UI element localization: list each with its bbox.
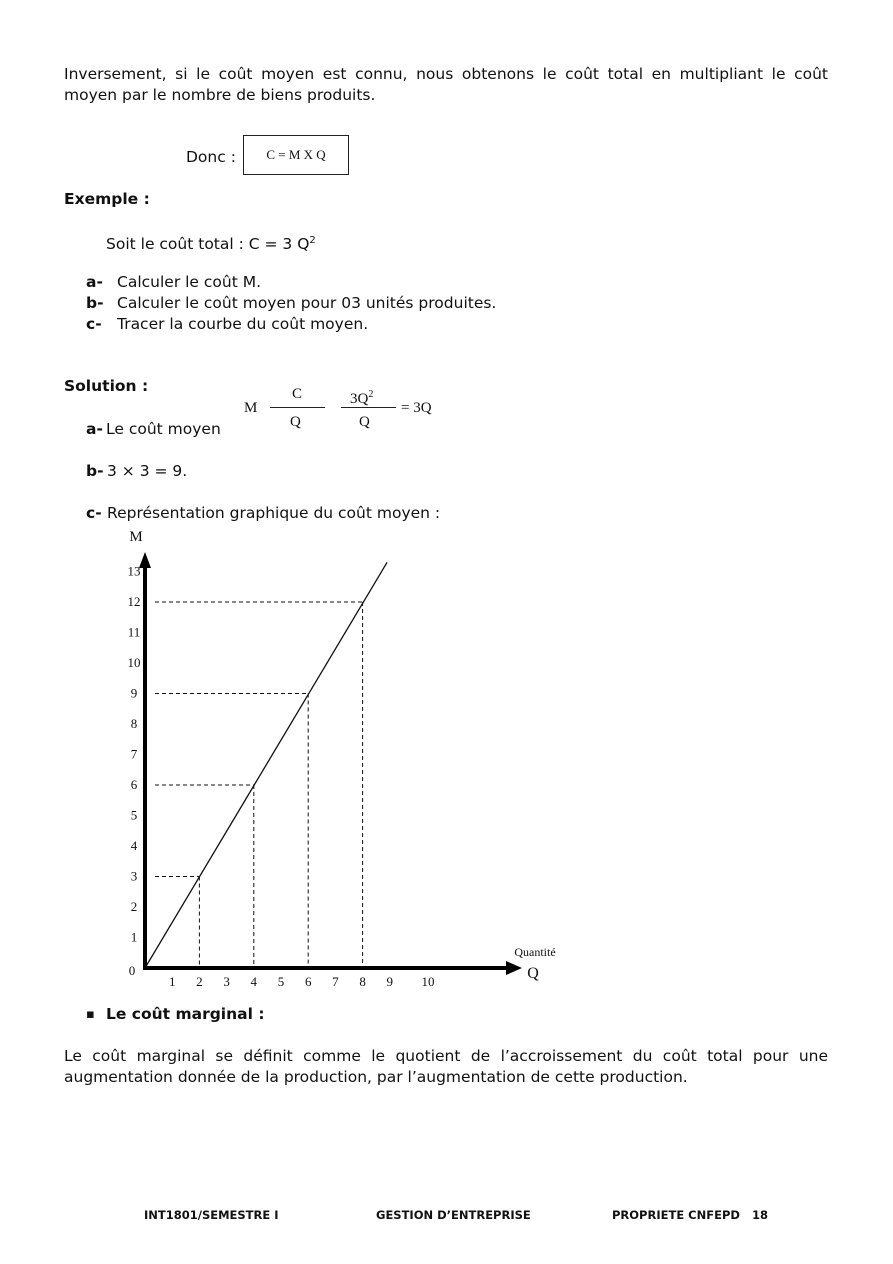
y-axis-arrow [139,552,151,568]
item-a-marker: a- [86,273,103,291]
fraction-bar-1 [270,407,325,408]
exemple-heading: Exemple : [64,190,150,208]
y-tick-label-2: 2 [130,899,138,914]
marginal-bullet: ▪ [86,1007,95,1022]
formula-den2: Q [359,414,370,430]
solution-c-text: Représentation graphique du coût moyen : [107,504,441,522]
y-tick-label-10: 10 [127,655,141,670]
average-cost-line [145,562,387,968]
y-tick-label-4: 4 [130,838,138,853]
solution-a-text: Le coût moyen [106,420,221,438]
x-tick-label-8: 8 [359,974,366,989]
page-number: 18 [752,1208,769,1222]
formula-num1: C [292,386,303,402]
solution-b-marker: b- [86,462,104,480]
statement-exponent: 2 [309,235,316,246]
x-tick-label-5: 5 [277,974,285,989]
y-tick-label-7: 7 [130,746,138,762]
intro-line-2: moyen par le nombre de biens produits. [64,86,376,104]
formula-rhs: = 3Q [401,400,432,416]
item-a-text: Calculer le coût M. [117,273,262,291]
x-tick-label-3: 3 [223,974,230,989]
y-tick-label-1: 1 [130,929,138,945]
solution-b-text: 3 × 3 = 9. [107,462,188,480]
item-b-marker: b- [86,294,104,312]
y-tick-label-12: 12 [127,594,141,609]
formula-lhs: M [244,400,258,416]
y-tick-label-13: 13 [127,563,141,579]
y-tick-label-8: 8 [130,716,138,731]
num2-exponent: 2 [368,389,374,400]
y-tick-label-6: 6 [130,777,138,792]
solution-a-marker: a- [86,420,103,438]
item-c-text: Tracer la courbe du coût moyen. [117,315,369,333]
x-tick-label-6: 6 [304,974,312,989]
formula-den1: Q [290,414,301,430]
num2-base: 3Q [350,391,369,407]
x-tick-label-7: 7 [332,974,339,989]
marginal-line-1: Le coût marginal se définit comme le quotient de l’accroissement du coût total pour une [64,1047,828,1065]
x-tick-label-2: 2 [196,974,203,989]
formula-text: C = M X Q [266,147,326,162]
exemple-statement [106,230,316,255]
x-axis-arrow [506,961,522,975]
y-tick-label-3: 3 [130,868,138,884]
statement-text: Soit le coût total : C = 3 Q [106,235,310,254]
marginal-heading: Le coût marginal : [106,1005,265,1023]
item-c-marker: c- [86,315,102,333]
marginal-line-2: augmentation donnée de la production, par l’augmentation de cette production. [64,1068,688,1086]
average-cost-chart [0,520,893,995]
footer-subject: GESTION D’ENTREPRISE [376,1208,531,1222]
donc-label: Donc : [186,148,236,166]
footer-owner: PROPRIETE CNFEPD [612,1208,740,1222]
origin-label: 0 [128,963,136,978]
fraction-bar-2 [341,407,396,408]
x-tick-label-4: 4 [250,974,258,989]
formula-box [243,135,349,175]
y-tick-label-5: 5 [130,807,138,823]
intro-line-1: Inversement, si le coût moyen est connu, nous obtenons le coût total en multipliant le coût [64,65,828,83]
solution-c-marker: c- [86,504,102,522]
footer-course: INT1801/SEMESTRE I [144,1208,279,1222]
x-tick-label-1: 1 [168,974,176,989]
x-tick-label-9: 9 [386,974,394,989]
x-axis-label: Q [527,965,539,982]
x-tick-label-10: 10 [421,974,435,989]
y-axis-label: M [129,529,143,545]
item-b-text: Calculer le coût moyen pour 03 unités produites. [117,294,497,312]
y-tick-label-9: 9 [130,685,138,701]
x-axis-word: Quantité [514,945,556,959]
y-tick-label-11: 11 [127,624,141,640]
solution-heading: Solution : [64,377,149,395]
